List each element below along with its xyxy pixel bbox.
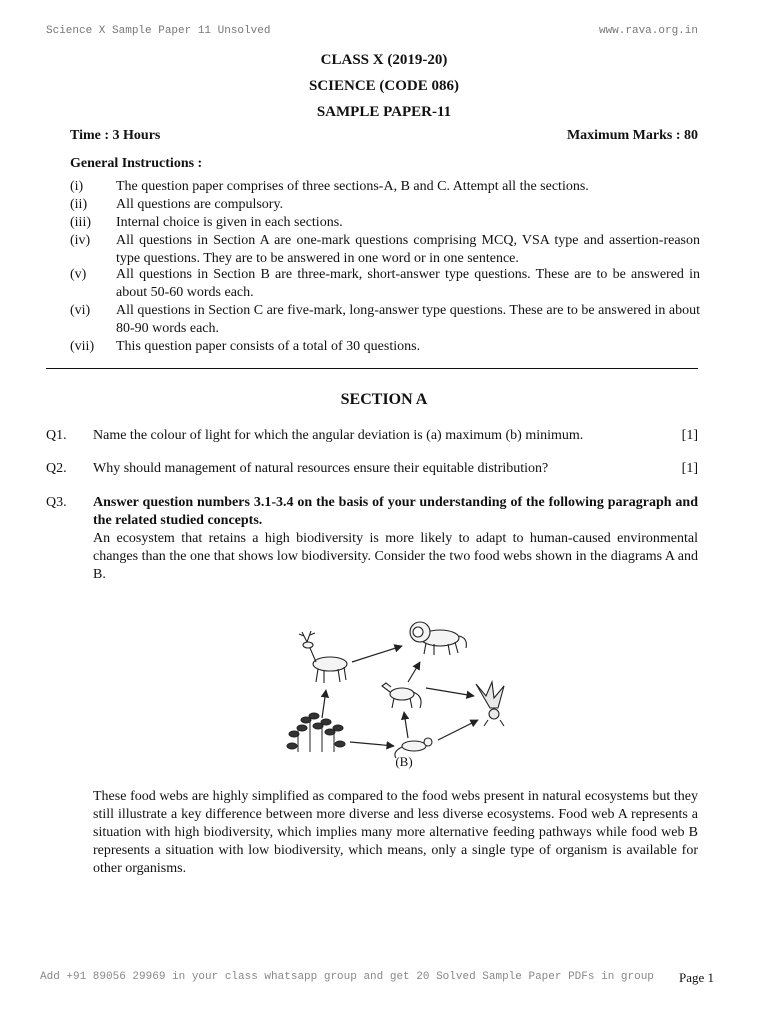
question-1 <box>46 427 698 445</box>
deer-icon <box>299 631 347 683</box>
time-info: Time : 3 Hours <box>70 128 161 143</box>
question-3 <box>46 494 698 584</box>
instruction-item <box>70 232 700 268</box>
question-text: Name the colour of light for which the angular deviation is (a) maximum (b) minimum. <box>93 428 584 443</box>
instruction-number: (iv) <box>70 233 91 248</box>
title-subject: SCIENCE (CODE 086) <box>308 78 459 94</box>
header-website-link[interactable]: www.rava.org.in <box>598 25 698 37</box>
instruction-number: (iii) <box>70 215 91 230</box>
instruction-number: (ii) <box>70 197 88 212</box>
question-2 <box>46 460 698 478</box>
instruction-text: This question paper consists of a total of 30 questions. <box>116 339 421 354</box>
lion-icon <box>410 622 466 655</box>
instruction-number: (vi) <box>70 303 91 318</box>
instruction-item <box>70 214 700 232</box>
question-marks: [1] <box>681 428 698 443</box>
general-instructions-heading: General Instructions : <box>70 156 203 171</box>
instruction-text: All questions in Section A are one-mark questions comprising MCQ, VSA type and assertion-reason type questions. They are to be answered in one word or in one sentence. <box>116 233 700 266</box>
question-number: Q3. <box>46 495 67 510</box>
food-web-diagram-b <box>280 612 520 772</box>
fox-icon <box>382 683 421 708</box>
instruction-text: All questions are compulsory. <box>116 197 284 212</box>
question-marks: [1] <box>681 461 698 476</box>
instruction-item <box>70 302 700 338</box>
section-divider <box>46 368 698 369</box>
instruction-number: (v) <box>70 267 87 282</box>
question-number: Q1. <box>46 428 67 443</box>
food-web-paragraph: These food webs are highly simplified as compared to the food webs present in natural ecosystems but they still illustrate a key difference between more diverse and less diverse ecosystems. Food web A represents a situation with high biodiversity, which implies many more alternative feeding pathways while food web B represents a situation with low biodiversity, which means, only a single type of organism is available for other organisms. <box>93 789 698 876</box>
title-paper: SAMPLE PAPER-11 <box>316 104 452 120</box>
instruction-item <box>70 338 700 356</box>
instruction-number: (i) <box>70 179 84 194</box>
section-a-heading: SECTION A <box>340 391 428 408</box>
page-number: Page 1 <box>678 970 714 985</box>
footer-promo-text: Add +91 89056 29969 in your class whatsapp group and get 20 Solved Sample Paper PDFs in group <box>40 971 654 983</box>
max-marks-info: Maximum Marks : 80 <box>566 128 698 143</box>
figure-caption: (B) <box>395 754 413 769</box>
header-left-text: Science X Sample Paper 11 Unsolved <box>46 25 271 37</box>
question-passage: An ecosystem that retains a high biodiversity is more likely to adapt to human-caused environmental changes than the one that shows low biodiversity. Consider the two food webs shown in the diagrams A and B. <box>93 531 698 582</box>
instruction-item <box>70 196 700 214</box>
question-instruction: Answer question numbers 3.1-3.4 on the basis of your understanding of the following paragraph and the related studied concepts. <box>93 495 698 528</box>
instruction-number: (vii) <box>70 339 95 354</box>
title-class: CLASS X (2019-20) <box>320 52 448 68</box>
instruction-text: All questions in Section C are five-mark, long-answer type questions. These are to be answered in about 80-90 words each. <box>116 303 700 336</box>
eagle-icon <box>476 682 504 726</box>
instruction-item <box>70 266 700 302</box>
question-text: Why should management of natural resources ensure their equitable distribution? <box>93 461 549 476</box>
question-number: Q2. <box>46 461 67 476</box>
instruction-text: Internal choice is given in each sections. <box>116 215 343 230</box>
instruction-item <box>70 178 700 196</box>
instruction-text: All questions in Section B are three-mark, short-answer type questions. These are to be answered in about 50-60 words each. <box>116 267 700 300</box>
instruction-text: The question paper comprises of three sections-A, B and C. Attempt all the sections. <box>116 179 589 194</box>
plants-icon <box>287 713 345 752</box>
